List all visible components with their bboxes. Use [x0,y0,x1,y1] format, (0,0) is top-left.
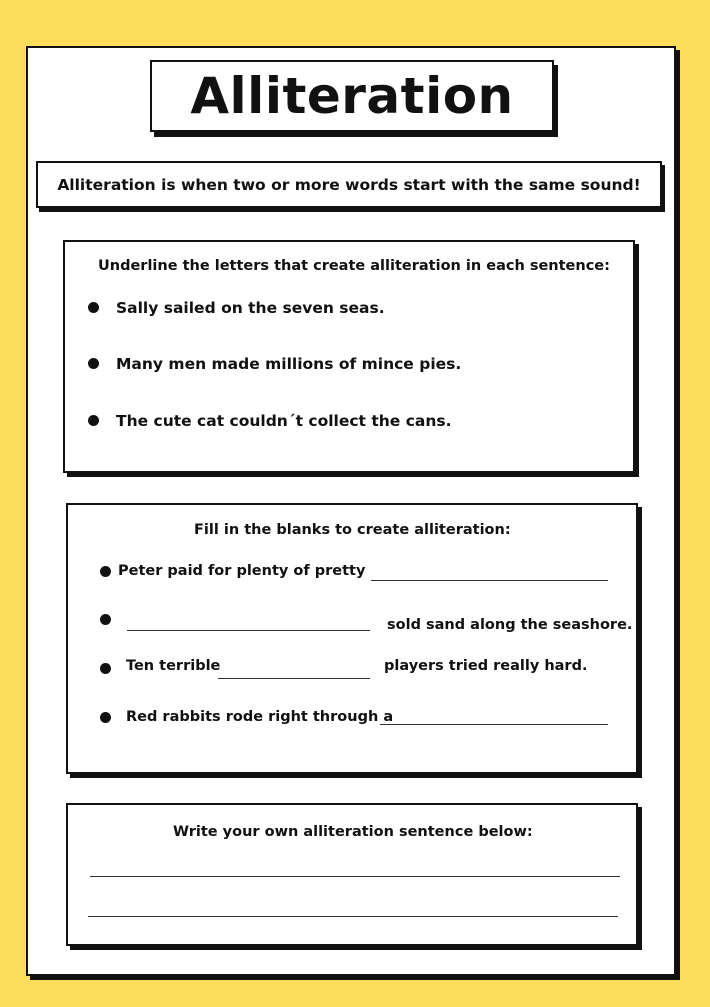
blank-item-4-text: Red rabbits rode right through a [126,709,394,725]
blank-line-1[interactable] [371,580,608,581]
blank-item-1-text: Peter paid for plenty of pretty [118,563,366,579]
bullet-icon [88,358,99,369]
blank-line-4[interactable] [380,724,608,725]
definition-text: Alliteration is when two or more words start with the same sound! [57,175,641,194]
page-title: Alliteration [190,67,514,125]
writing-line-1[interactable] [90,876,620,877]
bullet-icon [88,415,99,426]
bullet-icon [100,712,111,723]
sentence-2: Many men made millions of mince pies. [116,355,462,373]
bullet-icon [100,614,111,625]
fill-blanks-section [66,503,638,774]
title-box [150,60,554,132]
blank-line-2[interactable] [127,630,370,631]
blank-item-2-text: sold sand along the seashore. [387,617,633,633]
sentence-3: The cute cat couldn´t collect the cans. [116,412,452,430]
blank-line-3[interactable] [218,678,370,679]
bullet-icon [100,663,111,674]
bullet-icon [88,302,99,313]
bullet-icon [100,566,111,577]
definition-box [36,161,662,208]
writing-line-2[interactable] [88,916,618,917]
blank-item-3-after: players tried really hard. [384,658,588,674]
fill-blanks-heading: Fill in the blanks to create alliteration: [194,522,511,538]
underline-heading: Underline the letters that create alliteration in each sentence: [98,258,610,274]
write-own-heading: Write your own alliteration sentence below: [173,824,533,840]
blank-item-3-before: Ten terrible [126,658,221,674]
sentence-1: Sally sailed on the seven seas. [116,299,385,317]
